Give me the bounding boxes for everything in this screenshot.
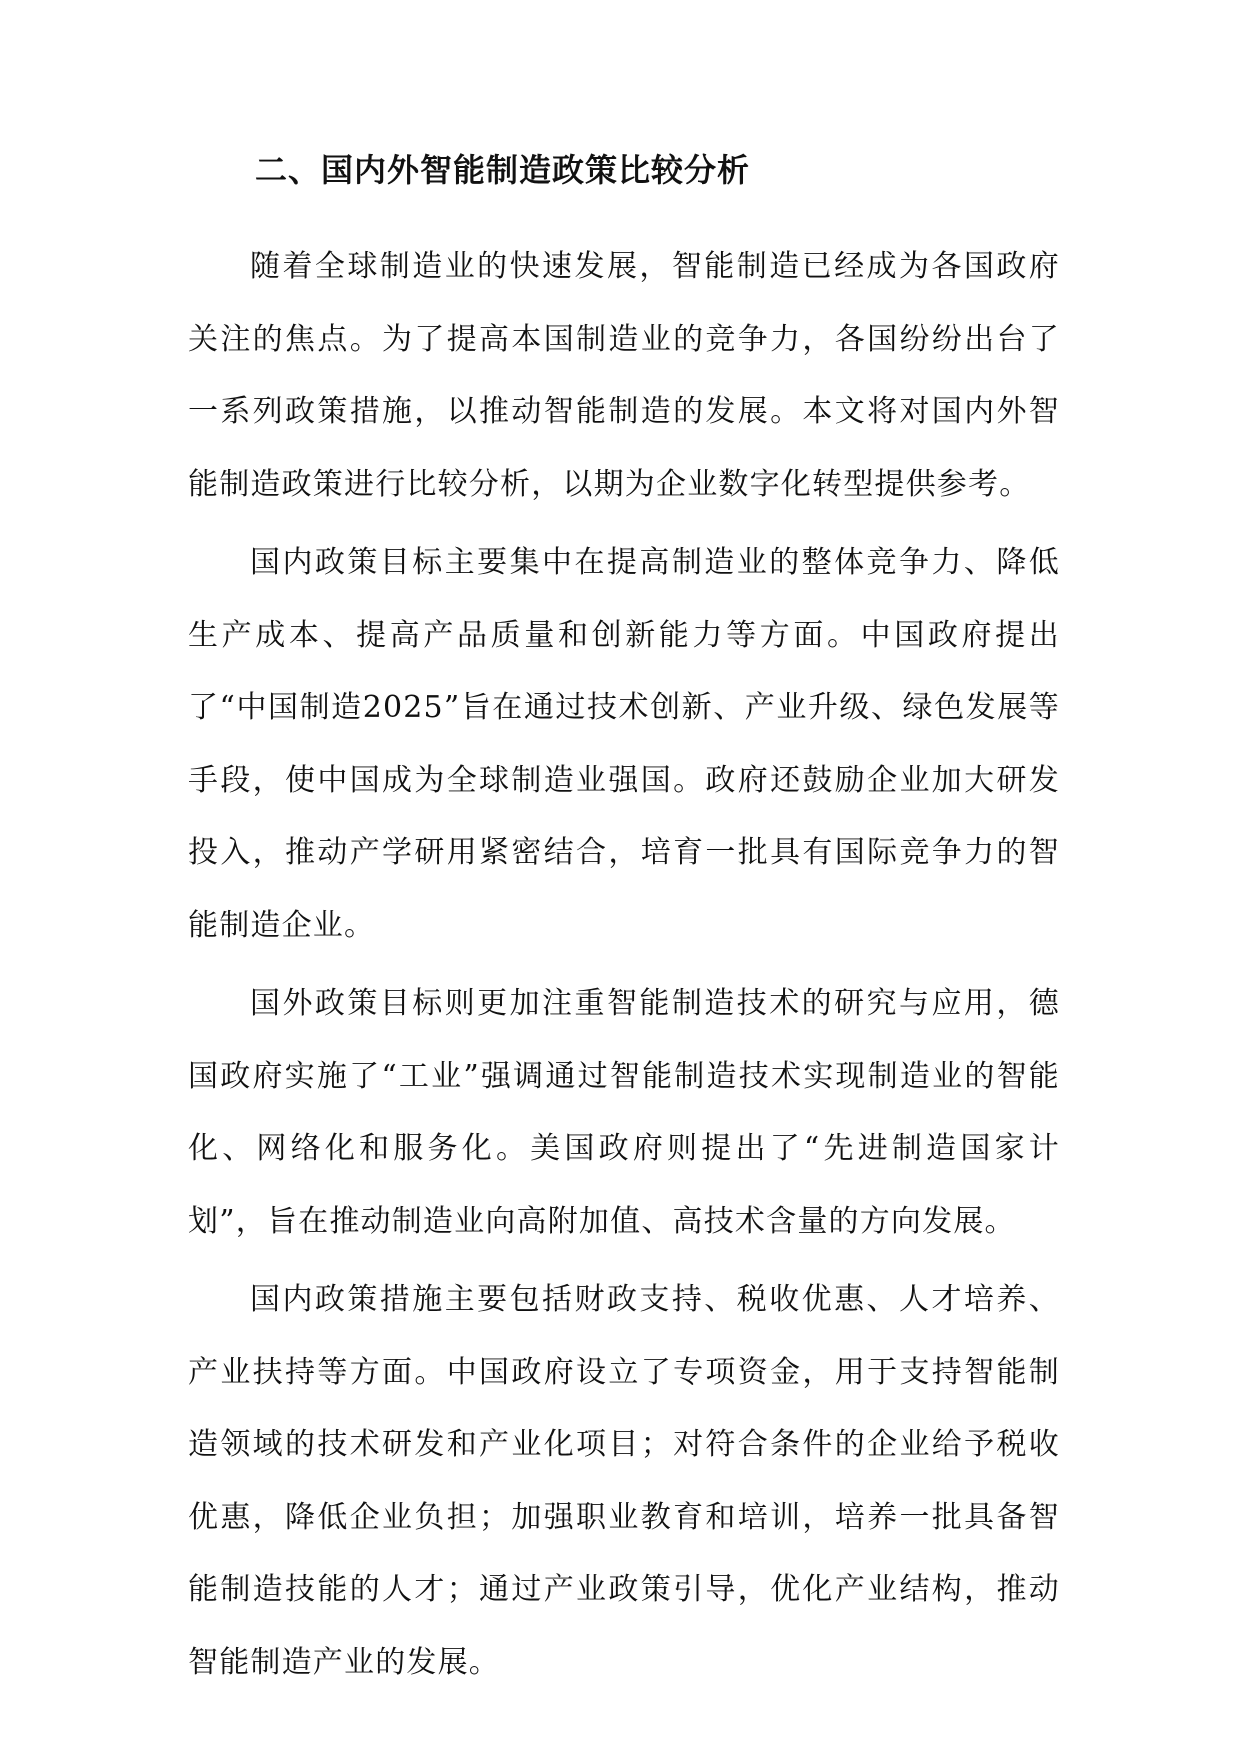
- paragraph-domestic-goals: 国内政策目标主要集中在提高制造业的整体竞争力、降低生产成本、提高产品质量和创新能力等方面。中国政府提出了“中国制造2025”旨在通过技术创新、产业升级、绿色发展等手段，使中国成为全球制造业强国。政府还鼓励企业加大研发投入，推动产学研用紧密结合，培育一批具有国际竞争力的智能制造企业。: [188, 545, 1060, 943]
- paragraph-foreign-goals: 国外政策目标则更加注重智能制造技术的研究与应用，德国政府实施了“工业”强调通过智能制造技术实现制造业的智能化、网络化和服务化。美国政府则提出了“先进制造国家计划”，旨在推动制造业向高附加值、高技术含量的方向发展。: [188, 986, 1060, 1239]
- section-heading: 二、国内外智能制造政策比较分析: [255, 151, 751, 189]
- body-text: [188, 231, 1060, 1705]
- paragraph-domestic-measures: 国内政策措施主要包括财政支持、税收优惠、人才培养、产业扶持等方面。中国政府设立了专项资金，用于支持智能制造领域的技术研发和产业化项目；对符合条件的企业给予税收优惠，降低企业负担；加强职业教育和培训，培养一批具备智能制造技能的人才；通过产业政策引导，优化产业结构，推动智能制造产业的发展。: [188, 1282, 1060, 1680]
- paragraph-intro: 随着全球制造业的快速发展，智能制造已经成为各国政府关注的焦点。为了提高本国制造业的竞争力，各国纷纷出台了一系列政策措施，以推动智能制造的发展。本文将对国内外智能制造政策进行比较分析，以期为企业数字化转型提供参考。: [188, 249, 1060, 502]
